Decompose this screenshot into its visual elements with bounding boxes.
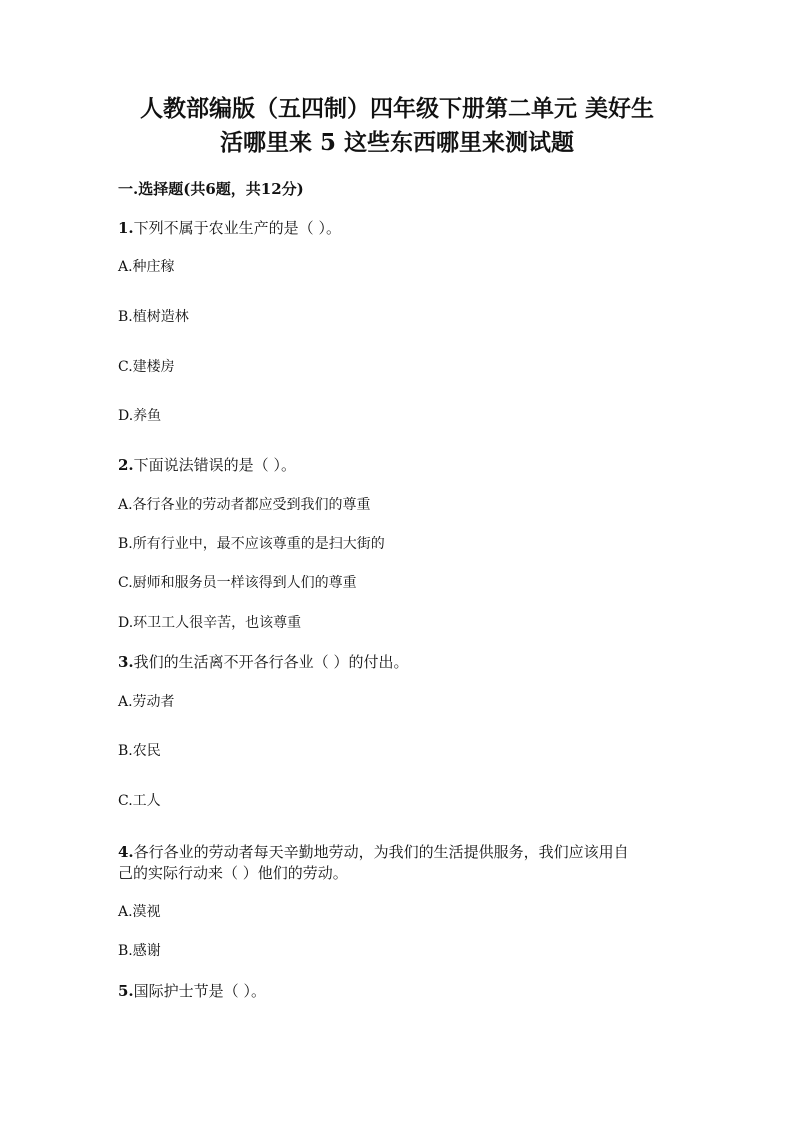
question-stem: 各行各业的劳动者每天辛勤地劳动，为我们的生活提供服务，我们应该用自 (133, 843, 629, 861)
question-number: 4. (118, 843, 134, 861)
question-number: 2. (118, 456, 134, 474)
question-4-option-b: B.感谢 (118, 943, 161, 959)
question-stem: 国际护士节是（ ）。 (133, 982, 266, 1000)
question-number: 1. (118, 219, 134, 237)
question-1 (118, 217, 341, 239)
question-3-option-c: C.工人 (118, 793, 161, 809)
question-stem: 下面说法错误的是（ ）。 (133, 456, 296, 474)
question-4-stem-continued: 己的实际行动来（ ）他们的劳动。 (118, 864, 348, 882)
question-2-option-c: C.厨师和服务员一样该得到人们的尊重 (118, 575, 357, 591)
question-stem: 我们的生活离不开各行各业（ ）的付出。 (133, 653, 409, 671)
page-title (100, 92, 694, 160)
question-2-option-b: B.所有行业中，最不应该尊重的是扫大街的 (118, 536, 385, 552)
title-line-1: 人教部编版（五四制）四年级下册第二单元 美好生 (139, 95, 654, 122)
question-2-option-a: A.各行各业的劳动者都应受到我们的尊重 (118, 497, 371, 513)
section-heading: 一.选择题(共6题，共12分) (118, 180, 304, 198)
question-number: 5. (118, 982, 134, 1000)
question-4-option-a: A.漠视 (118, 904, 161, 920)
question-3-option-a: A.劳动者 (118, 694, 175, 710)
question-5 (118, 980, 266, 1002)
question-4 (118, 841, 629, 863)
question-2-option-d: D.环卫工人很辛苦，也该尊重 (118, 615, 302, 631)
question-2 (118, 454, 296, 476)
title-line-2: 活哪里来 5 这些东西哪里来测试题 (219, 129, 575, 156)
question-1-option-d: D.养鱼 (118, 408, 162, 424)
question-3-option-b: B.农民 (118, 743, 161, 759)
question-1-option-b: B.植树造林 (118, 309, 189, 325)
question-1-option-a: A.种庄稼 (118, 259, 175, 275)
question-number: 3. (118, 653, 134, 671)
question-3 (118, 651, 408, 673)
question-1-option-c: C.建楼房 (118, 359, 175, 375)
question-stem: 下列不属于农业生产的是（ ）。 (133, 219, 341, 237)
